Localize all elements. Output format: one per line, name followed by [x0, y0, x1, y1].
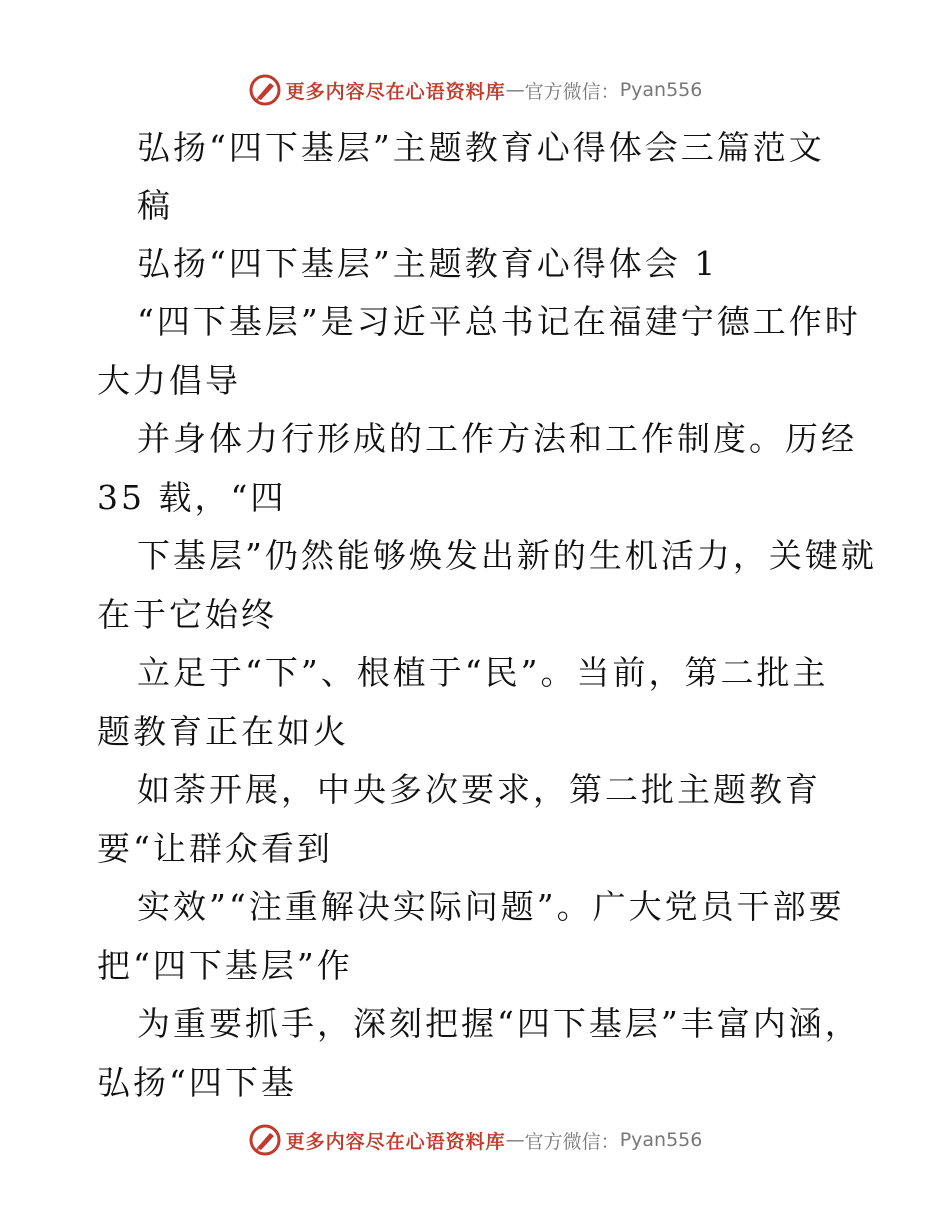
- banner-title: 更多内容尽在心语资料库: [285, 1130, 506, 1153]
- paragraph-line: “四下基层”是习近平总书记在福建宁德工作时: [137, 302, 861, 341]
- footer-banner: [0, 1120, 950, 1160]
- banner-separator: —: [505, 1129, 525, 1151]
- paragraph-line: 大力倡导: [97, 361, 241, 400]
- pen-logo-icon: [248, 1123, 282, 1157]
- banner-wechat-id: Pyan556: [619, 79, 703, 101]
- section-heading: 弘扬“四下基层”主题教育心得体会 1: [137, 244, 719, 283]
- paragraph-line: 要“让群众看到: [97, 829, 333, 868]
- paragraph-line: 把“四下基层”作: [97, 946, 353, 985]
- banner-title: 更多内容尽在心语资料库: [285, 80, 506, 103]
- paragraph-line: 并身体力行形成的工作方法和工作制度。历经: [137, 419, 857, 458]
- banner-separator: —: [505, 79, 525, 101]
- doc-title-line: 弘扬“四下基层”主题教育心得体会三篇范文: [137, 128, 825, 167]
- paragraph-line: 立足于“下”、根植于“民”。当前，第二批主: [137, 653, 829, 692]
- banner-wechat-label: 官方微信：: [524, 80, 620, 103]
- banner-wechat-id: Pyan556: [619, 1129, 703, 1151]
- paragraph-line: 实效”“注重解决实际问题”。广大党员干部要: [137, 887, 845, 926]
- paragraph-line: 在于它始终: [97, 595, 277, 634]
- paragraph-line: 下基层”仍然能够焕发出新的生机活力，关键就: [137, 536, 877, 575]
- paragraph-line: 弘扬“四下基: [97, 1063, 297, 1102]
- doc-title-line: 稿: [137, 186, 173, 225]
- paragraph-line: 35 载，“四: [97, 478, 287, 517]
- paragraph-line: 题教育正在如火: [97, 712, 349, 751]
- banner-wechat-label: 官方微信：: [524, 1130, 620, 1153]
- paragraph-line: 为重要抓手，深刻把握“四下基层”丰富内涵，: [137, 1004, 861, 1043]
- pen-logo-icon: [248, 73, 282, 107]
- header-banner: [0, 70, 950, 110]
- paragraph-line: 如荼开展，中央多次要求，第二批主题教育: [137, 770, 821, 809]
